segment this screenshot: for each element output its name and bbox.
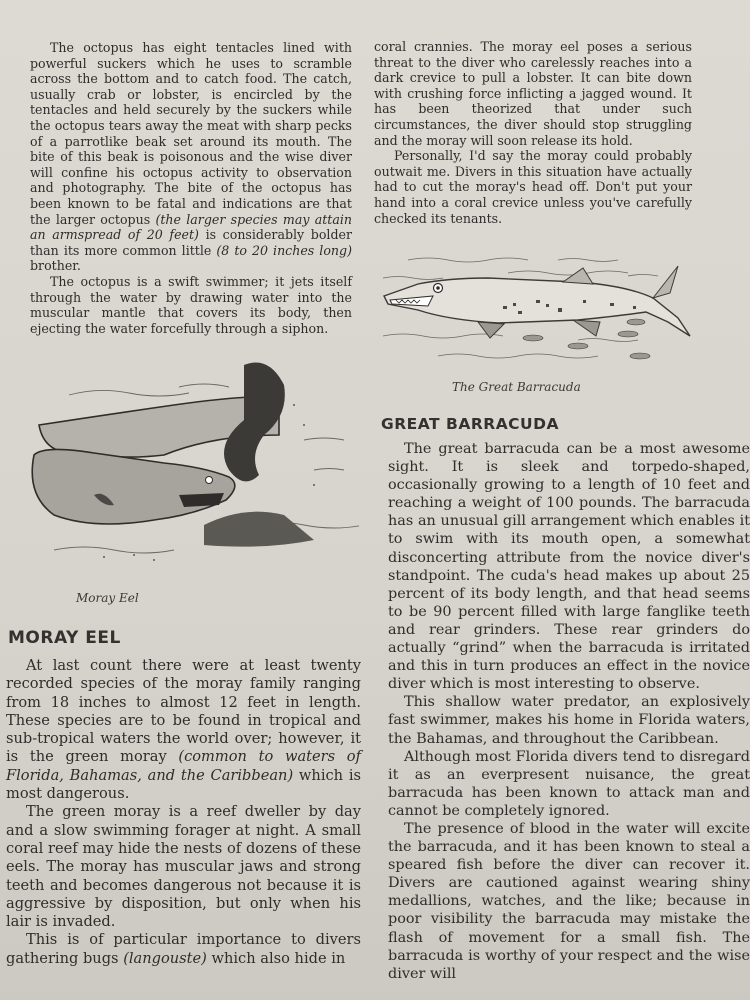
paragraph — [374, 148, 692, 226]
text-run: is considerably bolder than its more common little — [30, 227, 352, 258]
paragraph — [374, 39, 692, 148]
paragraph — [388, 440, 750, 693]
text-run: Personally, I'd say the moray could probably outwait me. Divers in this situation have actually had to cut the moray's head off. Don't put your hand into a coral crevice unless you've carefully checked its tenants. — [374, 148, 692, 226]
paragraph — [30, 40, 352, 274]
text-run: which also hide in — [206, 949, 346, 967]
italic-text: (langouste) — [123, 949, 207, 967]
paragraph — [30, 274, 352, 336]
text-run: At last count there were at least twenty recorded species of the moray family ranging from 18 inches to almost 12 feet in length. These species are to be found in tropical and sub-tropical waters the world over; however, it is the green moray — [6, 657, 361, 766]
barracuda-text-block — [388, 440, 750, 983]
paragraph — [6, 931, 361, 968]
paragraph — [388, 820, 750, 983]
moray-continuation-text-block — [374, 39, 692, 226]
text-run: This is of particular importance to divers gathering bugs — [6, 931, 361, 967]
text-run: The presence of blood in the water will excite the barracuda, and it has been known to steal a speared fish before the diver can recover it. Divers are cautioned against wearing shiny medallions, watches, and the like; because in poor visibility the barracuda may mistake the flash of movement for a small fish. The barracuda is worthy of your respect and the wise diver will — [388, 820, 750, 982]
moray-text-block — [6, 657, 361, 968]
paragraph — [6, 657, 361, 803]
text-run: The octopus has eight tentacles lined with powerful suckers which he uses to scramble across the bottom and to catch food. The catch, usually crab or lobster, is encircled by the tentacles and held securely by the suckers while the octopus tears away the meat with sharp pecks of a parrotlike beak set around its mouth. The bite of this beak is poisonous and the wise diver will confine his octopus activity to observation and photography. The bite of the octopus has been known to be fatal and indications are that the larger octopus — [30, 40, 352, 227]
moray-caption: Moray Eel — [76, 591, 139, 605]
text-run: which is most dangerous. — [6, 766, 361, 803]
italic-text: (common to waters of Florida, Bahamas, and the Caribbean) — [6, 748, 361, 784]
italic-text: (8 to 20 inches long) — [216, 242, 352, 258]
text-run: Although most Florida divers tend to disregard it as an everpresent nuisance, the great barracuda has been known to attack man and cannot be completely ignored. — [388, 748, 750, 819]
text-run: brother. — [30, 258, 81, 274]
barracuda-illustration — [378, 248, 708, 363]
barracuda-body — [384, 278, 690, 336]
text-run: The octopus is a swift swimmer; it jets itself through the water by drawing water into the muscular mantle that covers its body, then ejecting the water forcefully through a siphon. — [30, 273, 352, 336]
paragraph — [388, 748, 750, 820]
text-run: This shallow water predator, an explosively fast swimmer, makes his home in Florida waters, the Bahamas, and throughout the Caribbean. — [388, 694, 750, 747]
barracuda-heading: GREAT BARRACUDA — [381, 415, 560, 433]
octopus-text-block — [30, 40, 352, 336]
text-run: The green moray is a reef dweller by day and a slow swimming forager at night. A small coral reef may hide the nests of dozens of these eels. The moray has muscular jaws and strong teeth and becomes dangerous not because it is aggressive by disposition, but only when his lair is invaded. — [6, 803, 361, 931]
text-run: The great barracuda can be a most awesome sight. It is sleek and torpedo-shaped, occasionally growing to a length of 10 feet and reaching a weight of 100 pounds. The barracuda has an unusual gill arrangement which enables it to swim with its mouth open, a somewhat disconcerting attribute from the novice diver's standpoint. The cuda's head makes up about 25 percent of its body length, and that head seems to be 90 percent filled with large fanglike teeth and rear grinders. These rear grinders do actually “grind” when the barracuda is irritated and this in turn produces an effect in the novice diver which is most interesting to observe. — [388, 441, 750, 693]
paragraph — [388, 693, 750, 747]
moray-eel-illustration — [14, 345, 359, 580]
barracuda-caption: The Great Barracuda — [452, 380, 581, 394]
paragraph — [6, 803, 361, 931]
moray-heading: MORAY EEL — [8, 628, 121, 648]
text-run: coral crannies. The moray eel poses a serious threat to the diver who carelessly reaches into a dark crevice to pull a lobster. It can bite down with crushing force inflicting a jagged wound. It has been theorized that under such circumstances, the diver should stop struggling and the moray will soon release its hold. — [374, 39, 692, 148]
italic-text: (the larger species may attain an armspread of 20 feet) — [30, 211, 352, 243]
